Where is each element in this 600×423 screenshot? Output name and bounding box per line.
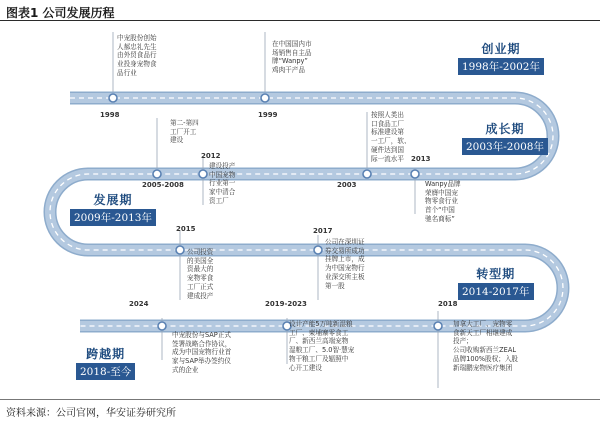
- milestone-year-2005-2008: 2005-2008: [142, 181, 184, 189]
- phase-years: 2003年-2008年: [462, 138, 548, 155]
- milestone-year-2013: 2013: [411, 155, 431, 163]
- source-note: 资料来源：公司官网，华安证券研究所: [6, 408, 176, 419]
- phase-years: 2009年-2013年: [70, 209, 156, 226]
- milestone-year-2015: 2015: [176, 225, 196, 233]
- milestone-text-2017: 公司在深圳证 券交易所成功 挂牌上市，成 为中国宠物行 业深交所主板 第一股: [325, 238, 365, 290]
- milestone-year-2012: 2012: [201, 152, 221, 160]
- milestone-year-2017: 2017: [313, 227, 333, 235]
- milestone-text-2018: 加拿大工厂、宠物零 食新天工厂相继建成 投产； 公司收购新西兰ZEAL 品牌100%股权；入股 新瑞鹏宠物医疗集团: [453, 320, 519, 372]
- milestone-text-2024: 中宠股份与SAP正式 签署战略合作协议， 成为中国宠物行业首 家与SAP举办签约仪 式的企业: [172, 331, 232, 374]
- milestone-year-2024: 2024: [129, 300, 149, 308]
- milestone-year-1998: 1998: [100, 111, 120, 119]
- milestone-year-1999: 1999: [258, 111, 278, 119]
- phase-transformation: [458, 265, 534, 300]
- phase-years: 2018-至今: [76, 363, 135, 380]
- node-2003: [363, 170, 371, 178]
- node-2017: [314, 246, 322, 254]
- phase-leap: [76, 345, 135, 380]
- node-2015: [176, 246, 184, 254]
- figure-title: 图表1 公司发展历程: [6, 6, 115, 20]
- phase-name: 成长期: [485, 122, 525, 136]
- phase-name: 转型期: [476, 267, 516, 281]
- phase-name: 发展期: [93, 193, 133, 207]
- milestone-year-2019-2023: 2019-2023: [265, 300, 307, 308]
- source-divider: [0, 399, 600, 400]
- milestone-text-2019-2023: 设计产能5万吨新湿粮 工厂、柬埔寨零食工 厂、新西兰高端宠物 湿粮工厂、5.0智·慧宠 物干粮工厂及辐照中 心开工建设: [289, 320, 355, 372]
- milestone-text-2012: 建设投产 中国宠物 行业第一 家中清合 资工厂: [209, 162, 236, 205]
- milestone-year-2003: 2003: [337, 181, 357, 189]
- phase-startup: [458, 40, 544, 75]
- node-2013: [411, 170, 419, 178]
- milestone-text-2005-2008: 第二-第四 工厂开工 建设: [170, 119, 199, 145]
- milestone-text-2015: 公司投资 的美国全 资最大的 宠物零食 工厂正式 建成投产: [187, 248, 214, 300]
- milestone-year-2018: 2018: [438, 300, 458, 308]
- node-1998: [109, 94, 117, 102]
- phase-years: 1998年-2002年: [458, 58, 544, 75]
- node-2024: [158, 322, 166, 330]
- phase-development: [70, 191, 156, 226]
- milestone-text-2003: 按照人类出 口食品工厂 标准建设第 一工厂，软、 硬件达到国 际一流水平: [371, 111, 411, 163]
- node-2018: [434, 322, 442, 330]
- milestone-text-1999: 在中国国内市 场销售自主品 牌“Wanpy” 鸡肉干产品: [272, 40, 312, 75]
- milestone-text-2013: Wanpy品牌 荣膺中国宠 物零食行业 首个“中国 驰名商标”: [425, 180, 461, 223]
- phase-name: 跨越期: [86, 347, 126, 361]
- phase-years: 2014-2017年: [458, 283, 534, 300]
- node-2005-2008: [153, 170, 161, 178]
- phase-name: 创业期: [481, 42, 521, 56]
- node-1999: [261, 94, 269, 102]
- node-2012: [199, 170, 207, 178]
- phase-growth: [462, 120, 548, 155]
- milestone-text-1998: 中宠股份创始 人郝忠礼先生 由外贸食品行 业投身宠物食 品行业: [117, 34, 157, 77]
